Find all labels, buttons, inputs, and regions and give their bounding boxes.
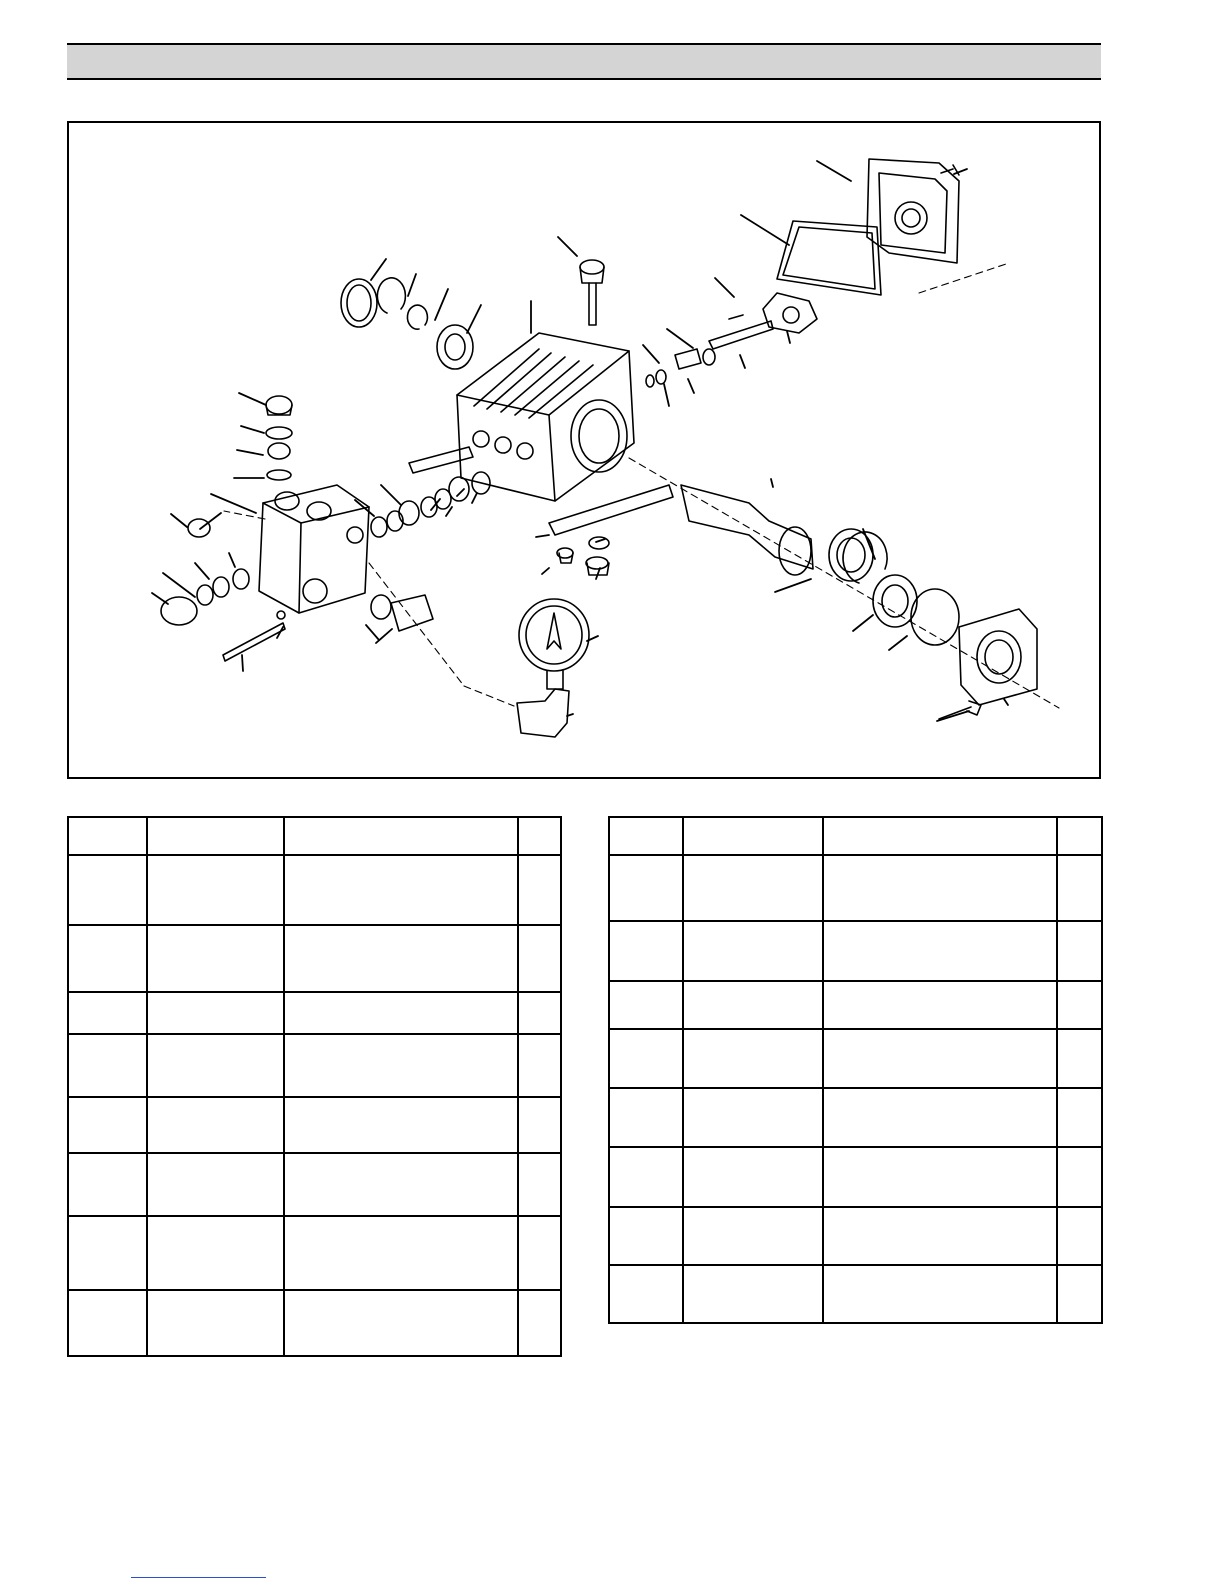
- valve-stack: [266, 396, 292, 480]
- col-qty: [1057, 817, 1102, 855]
- table-row: [609, 1265, 1102, 1323]
- plugs-and-fittings: [161, 519, 433, 661]
- table-row: [68, 1290, 561, 1356]
- col-qty: [518, 817, 561, 855]
- table-row: [609, 1207, 1102, 1265]
- parts-table-right: [608, 816, 1103, 1324]
- table-header-row: [609, 817, 1102, 855]
- footer-link[interactable]: [131, 1577, 266, 1578]
- table-row: [68, 1153, 561, 1216]
- table-row: [68, 1034, 561, 1097]
- table-row: [609, 921, 1102, 981]
- col-description: [284, 817, 518, 855]
- col-part-number: [147, 817, 284, 855]
- table-row: [609, 1088, 1102, 1147]
- pump-exploded-drawing: [69, 123, 1099, 777]
- bearing-cover-group: [341, 278, 473, 369]
- table-row: [68, 855, 561, 925]
- crankshaft: [681, 485, 813, 575]
- assembly-axes: [224, 263, 1059, 708]
- connecting-rod: [709, 293, 817, 349]
- flange-bolt: [939, 701, 981, 719]
- flange-o-ring: [911, 589, 959, 645]
- table-row: [609, 1029, 1102, 1088]
- col-part-number: [683, 817, 823, 855]
- drain-fittings: [557, 537, 609, 575]
- plunger-parts: [646, 315, 743, 387]
- parts-table-left: [67, 816, 562, 1357]
- col-ref: [68, 817, 147, 855]
- bearing: [829, 529, 873, 581]
- cover-gasket: [777, 221, 881, 295]
- rear-cover: [867, 159, 959, 263]
- table-row: [609, 981, 1102, 1029]
- pressure-gauge: [519, 599, 589, 689]
- col-description: [823, 817, 1057, 855]
- crankcase: [409, 333, 634, 501]
- table-row: [609, 855, 1102, 921]
- bearing-flange: [959, 609, 1037, 705]
- table-row: [68, 1216, 561, 1290]
- manifold-head: [259, 485, 369, 613]
- dipstick: [580, 260, 604, 325]
- elbow-fitting: [517, 689, 569, 737]
- section-header-bar: [67, 43, 1101, 80]
- col-ref: [609, 817, 683, 855]
- table-header-row: [68, 817, 561, 855]
- table-row: [68, 1097, 561, 1153]
- table-row: [68, 925, 561, 992]
- exploded-view-diagram: [67, 121, 1101, 779]
- plunger-seals: [371, 472, 490, 537]
- table-row: [609, 1147, 1102, 1207]
- table-row: [68, 992, 561, 1034]
